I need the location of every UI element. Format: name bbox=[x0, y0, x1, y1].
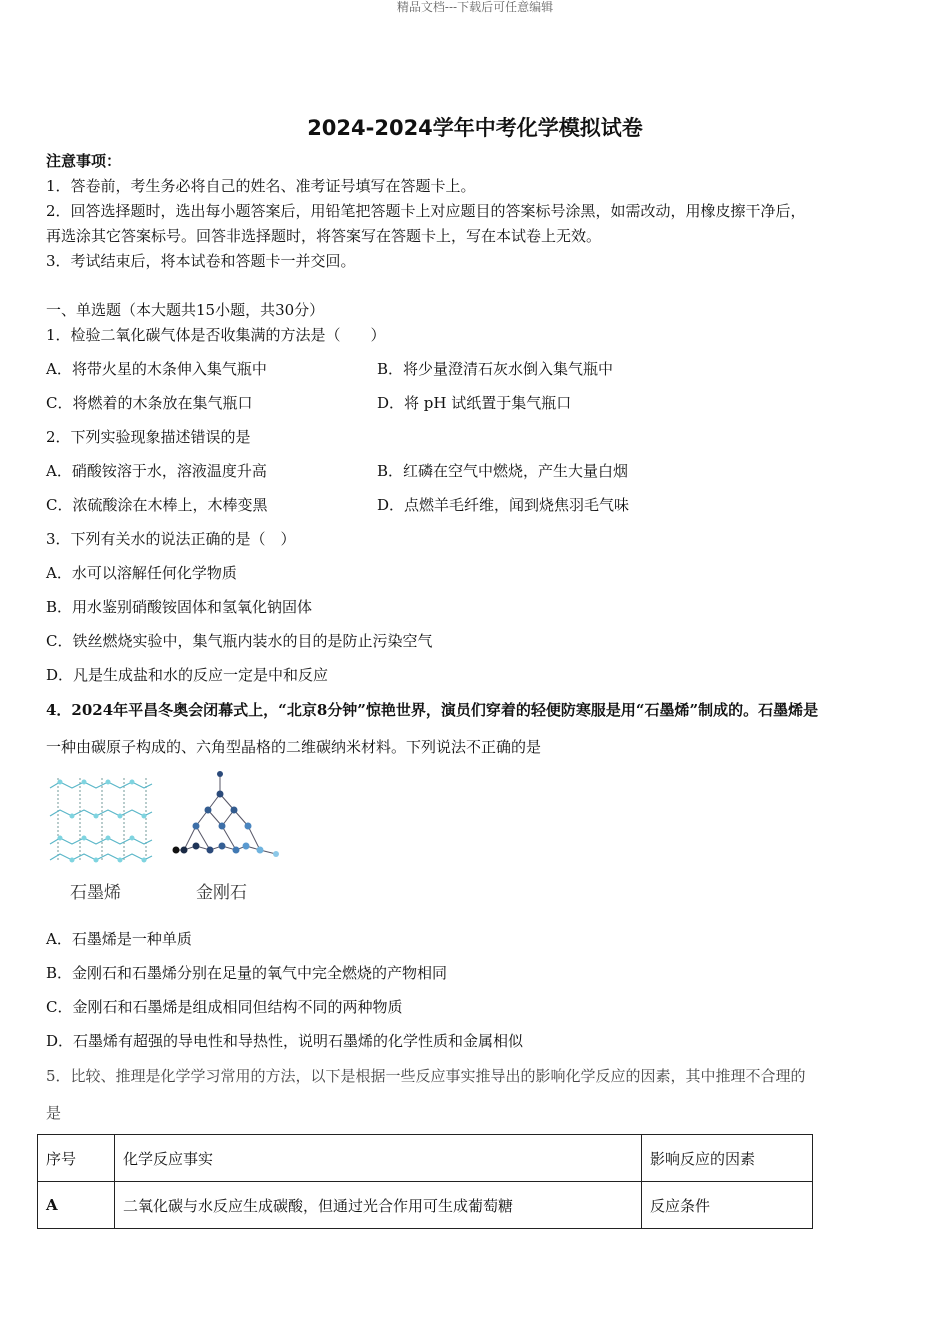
table-row bbox=[38, 1182, 813, 1229]
diamond-atoms bbox=[173, 771, 280, 857]
table-header-cell: 化学反应事实 bbox=[115, 1135, 642, 1182]
notice-item: 1．答卷前，考生务必将自己的姓名、准考证号填写在答题卡上。 bbox=[46, 177, 476, 195]
question-2-option-d: D．点燃羊毛纤维，闻到烧焦羽毛气味 bbox=[377, 496, 630, 514]
header-watermark: 精品文档---下载后可任意编辑 bbox=[396, 0, 554, 14]
table-header-cell: 影响反应的因素 bbox=[642, 1135, 813, 1182]
table-cell: A bbox=[38, 1182, 115, 1229]
table-header-row bbox=[38, 1135, 813, 1182]
question-2-option-c: C．浓硫酸涂在木棒上，木棒变黑 bbox=[46, 496, 268, 514]
graphene-lattice-illustration bbox=[50, 778, 152, 860]
notice-item: 2．回答选择题时，选出每小题答案后，用铅笔把答题卡上对应题目的答案标号涂黑，如需改动，用橡皮擦干净后， bbox=[46, 202, 806, 220]
question-4-stem-continued: 一种由碳原子构成的、六角型晶格的二维碳纳米材料。下列说法不正确的是 bbox=[46, 738, 542, 756]
reaction-factors-table bbox=[37, 1134, 813, 1229]
question-5-stem-continued: 是 bbox=[46, 1104, 62, 1122]
question-4-option-a: A．石墨烯是一种单质 bbox=[46, 930, 192, 948]
table-cell: 反应条件 bbox=[642, 1182, 813, 1229]
diamond-lattice-illustration bbox=[176, 774, 276, 854]
question-2-option-a: A．硝酸铵溶于水，溶液温度升高 bbox=[46, 462, 267, 480]
carbon-structures-illustration bbox=[46, 768, 286, 878]
page-title: 2024-2024学年中考化学模拟试卷 bbox=[307, 116, 643, 140]
question-3-option-d: D．凡是生成盐和水的反应一定是中和反应 bbox=[46, 666, 329, 684]
question-1-option-c: C．将燃着的木条放在集气瓶口 bbox=[46, 394, 253, 412]
notice-item: 3．考试结束后，将本试卷和答题卡一并交回。 bbox=[46, 252, 356, 270]
question-1-stem: 1．检验二氧化碳气体是否收集满的方法是（ ） bbox=[46, 326, 386, 344]
graphene-label: 石墨烯 bbox=[70, 883, 121, 903]
question-2-stem: 2．下列实验现象描述错误的是 bbox=[46, 428, 251, 446]
table-cell: 二氧化碳与水反应生成碳酸，但通过光合作用可生成葡萄糖 bbox=[115, 1182, 642, 1229]
carbon-structures-figure bbox=[46, 768, 286, 908]
question-3-option-b: B．用水鉴别硝酸铵固体和氢氧化钠固体 bbox=[46, 598, 313, 616]
question-1-option-d: D．将 pH 试纸置于集气瓶口 bbox=[377, 394, 572, 412]
question-4-option-c: C．金刚石和石墨烯是组成相同但结构不同的两种物质 bbox=[46, 998, 403, 1016]
question-3-stem: 3．下列有关水的说法正确的是（ ） bbox=[46, 530, 296, 548]
section-heading: 一、单选题（本大题共15小题，共30分） bbox=[46, 301, 325, 319]
question-4-option-d: D．石墨烯有超强的导电性和导热性，说明石墨烯的化学性质和金属相似 bbox=[46, 1032, 524, 1050]
question-3-option-c: C．铁丝燃烧实验中，集气瓶内装水的目的是防止污染空气 bbox=[46, 632, 433, 650]
question-1-option-b: B．将少量澄清石灰水倒入集气瓶中 bbox=[377, 360, 614, 378]
table-header-cell: 序号 bbox=[38, 1135, 115, 1182]
question-2-option-b: B．红磷在空气中燃烧，产生大量白烟 bbox=[377, 462, 629, 480]
diamond-label: 金刚石 bbox=[196, 883, 247, 903]
notice-item: 再选涂其它答案标号。回答非选择题时，将答案写在答题卡上，写在本试卷上无效。 bbox=[46, 227, 602, 245]
question-4-stem: 4．2024年平昌冬奥会闭幕式上，“北京8分钟”惊艳世界，演员们穿着的轻便防寒服是用“石墨烯”制成的。石墨烯是 bbox=[46, 701, 819, 719]
question-4-option-b: B．金刚石和石墨烯分别在足量的氧气中完全燃烧的产物相同 bbox=[46, 964, 448, 982]
question-3-option-a: A．水可以溶解任何化学物质 bbox=[46, 564, 237, 582]
notice-heading: 注意事项： bbox=[46, 152, 122, 170]
question-1-option-a: A．将带火星的木条伸入集气瓶中 bbox=[46, 360, 267, 378]
question-5-stem: 5．比较、推理是化学学习常用的方法，以下是根据一些反应事实推导出的影响化学反应的因素，其中推理不合理的 bbox=[46, 1067, 806, 1085]
